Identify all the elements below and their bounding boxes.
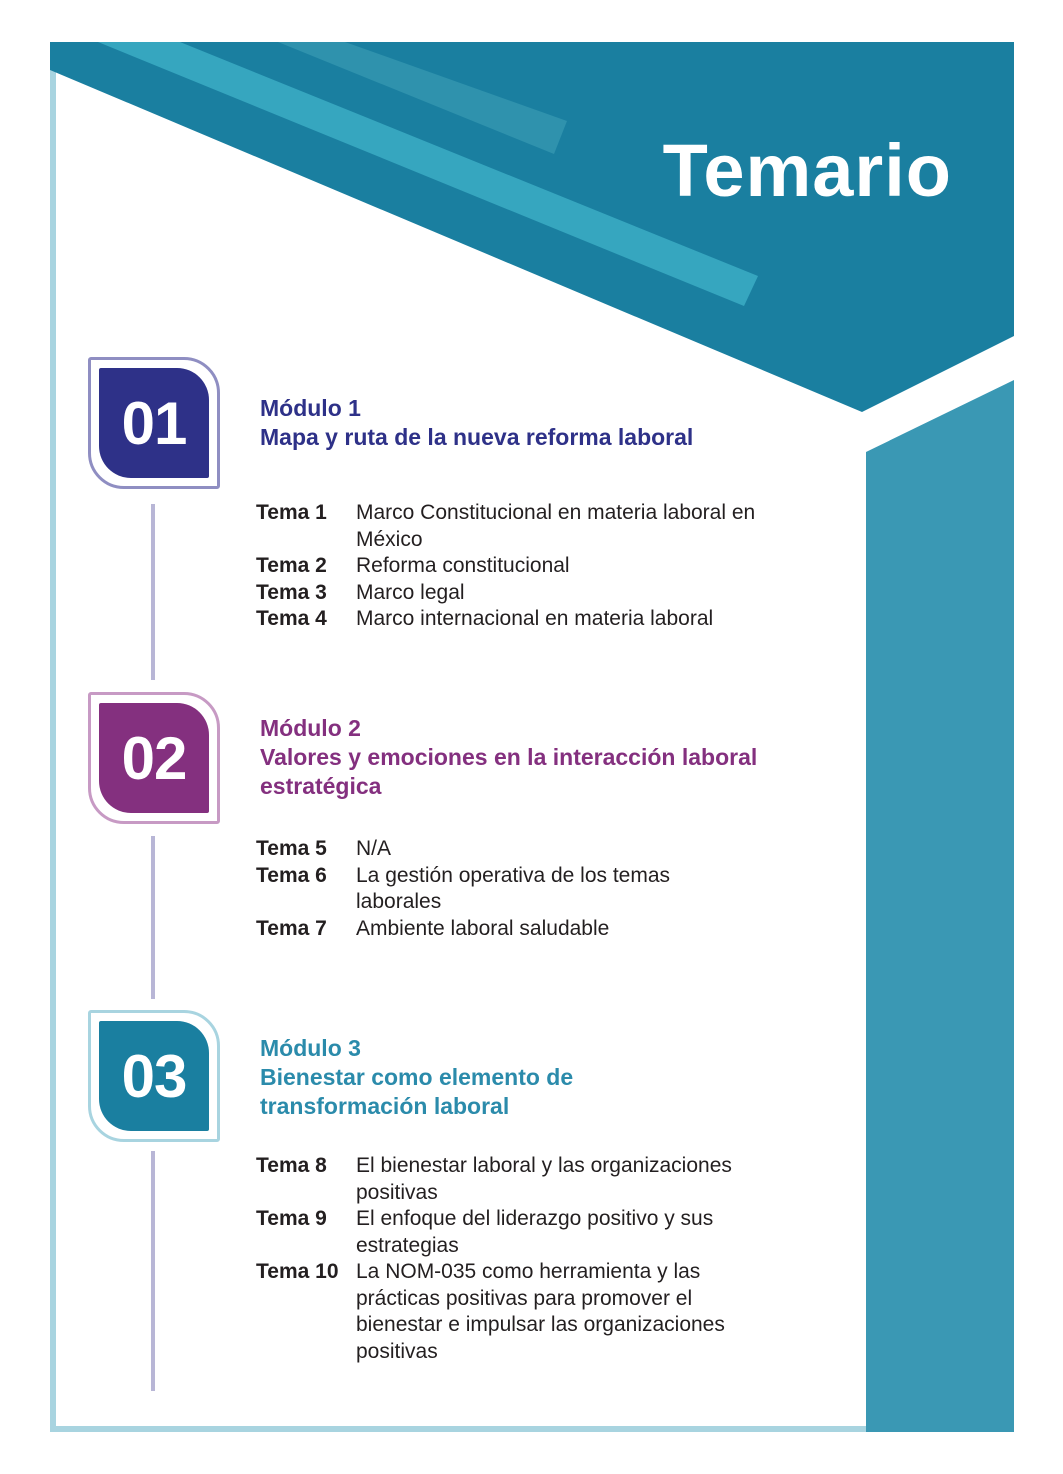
topic-row	[256, 1206, 816, 1259]
module-1-badge	[88, 357, 220, 489]
topic-row	[256, 606, 816, 633]
module-1-heading	[260, 394, 830, 452]
topic-text: Marco internacional en materia laboral	[356, 607, 714, 630]
topic-text: Marco legal	[356, 580, 465, 604]
topic-text: El enfoque del liderazgo positivo y sus estrategias	[356, 1207, 714, 1257]
module-1-connector	[151, 504, 155, 680]
side-decoration-bar	[866, 452, 1014, 1432]
topic-label: Tema 7	[256, 916, 327, 940]
module-1-number: 01	[99, 368, 209, 478]
topic-label: Tema 3	[256, 580, 327, 604]
topic-row	[256, 553, 816, 580]
topic-text: Reforma constitucional	[356, 554, 570, 577]
module-3-connector	[151, 1151, 155, 1391]
module-2-title: Valores y emociones en la interacción laboral estratégica	[260, 744, 758, 799]
module-2-badge	[88, 692, 220, 824]
topic-text: Marco Constitucional en materia laboral en México	[356, 501, 756, 551]
module-2-topics	[256, 836, 816, 942]
module-2-number: 02	[99, 703, 209, 813]
topic-label: Tema 1	[256, 501, 327, 524]
topic-text: Ambiente laboral saludable	[356, 916, 610, 940]
module-3-badge	[88, 1010, 220, 1142]
topic-text: La gestión operativa de los temas laborales	[356, 863, 671, 913]
topic-label: Tema 6	[256, 863, 327, 887]
topic-row	[256, 580, 816, 607]
module-2-heading	[260, 714, 830, 801]
topic-label: Tema 8	[256, 1154, 327, 1177]
module-2-label: Módulo 2	[260, 715, 361, 741]
topic-label: Tema 2	[256, 554, 327, 577]
topic-row	[256, 916, 816, 943]
module-3-topics	[256, 1153, 816, 1365]
topic-row	[256, 836, 816, 863]
page-title: Temario	[662, 129, 952, 212]
topic-row	[256, 1153, 816, 1206]
topic-row	[256, 500, 816, 553]
module-1-title: Mapa y ruta de la nueva reforma laboral	[260, 424, 694, 450]
topic-label: Tema 5	[256, 837, 327, 860]
topic-text: La NOM-035 como herramienta y las prácticas positivas para promover el bienestar e impulsar las organizaciones positivas	[356, 1260, 725, 1363]
topic-row	[256, 1259, 816, 1365]
topic-label: Tema 10	[256, 1260, 339, 1283]
module-1-label: Módulo 1	[260, 395, 361, 421]
module-2-connector	[151, 836, 155, 999]
module-3-heading	[260, 1034, 830, 1121]
topic-text: N/A	[356, 837, 392, 860]
topic-text: El bienestar laboral y las organizaciones positivas	[356, 1154, 732, 1204]
module-3-label: Módulo 3	[260, 1035, 361, 1061]
page-frame-bottom	[50, 1426, 868, 1432]
topic-label: Tema 4	[256, 607, 327, 630]
topic-label: Tema 9	[256, 1207, 327, 1230]
topic-row	[256, 863, 816, 916]
module-3-number: 03	[99, 1021, 209, 1131]
module-3-title: Bienestar como elemento de transformación laboral	[260, 1064, 574, 1119]
module-1-topics	[256, 500, 816, 633]
